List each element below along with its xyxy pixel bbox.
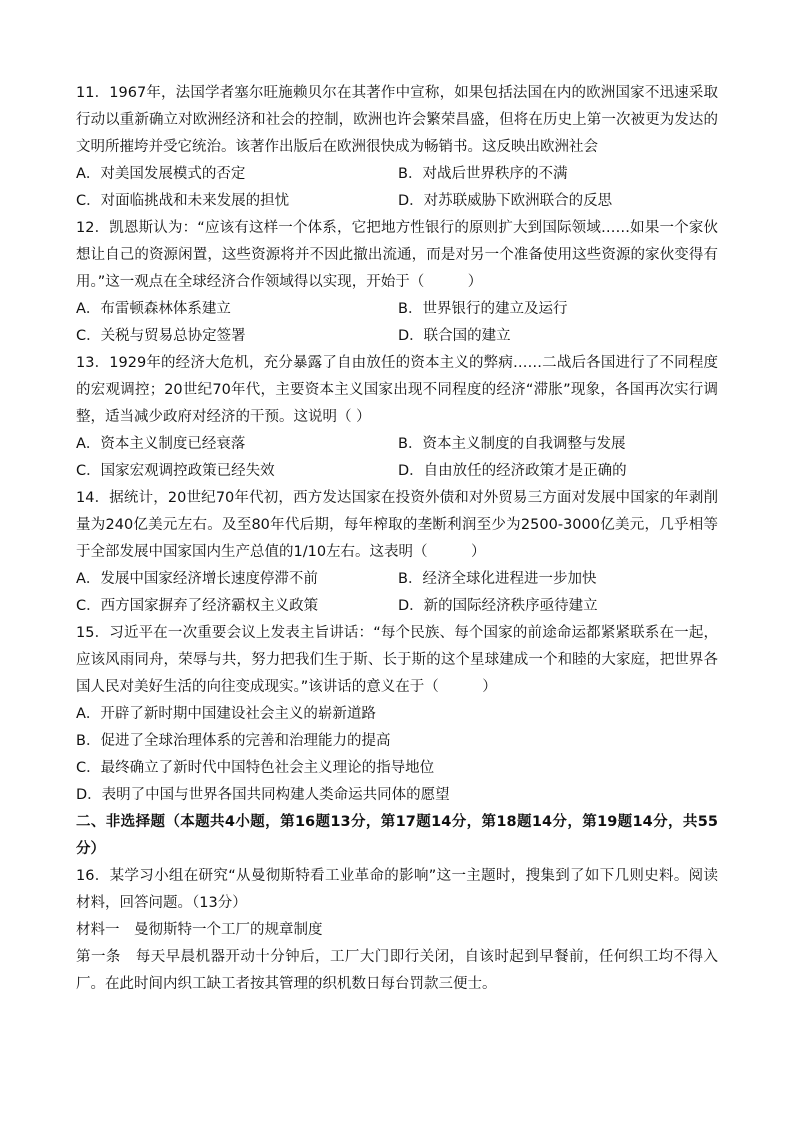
question-14-option-d: D．新的国际经济秩序亟待建立 <box>398 598 598 614</box>
exam-content <box>76 80 718 998</box>
question-11-option-c: C．对面临挑战和未来发展的担忧 <box>76 193 290 209</box>
question-11-stem: 11．1967年，法国学者塞尔旺施赖贝尔在其著作中宣称，如果包括法国在内的欧洲国家不迅速采取行动以重新确立对欧洲经济和社会的控制，欧洲也许会繁荣昌盛，但将在历史上第一次被更为发达的文明所摧垮并受它统治。该著作出版后在欧洲很快成为畅销书。这反映出欧洲社会 <box>76 85 718 155</box>
question-15-option-c: C．最终确立了新时代中国特色社会主义理论的指导地位 <box>76 760 435 776</box>
question-14-option-c: C．西方国家摒弃了经济霸权主义政策 <box>76 598 319 614</box>
question-13-option-b: B．资本主义制度的自我调整与发展 <box>398 436 626 452</box>
question-13-stem: 13．1929年的经济大危机，充分暴露了自由放任的资本主义的弊病……二战后各国进行了不同程度的宏观调控；20世纪70年代，主要资本主义国家出现不同程度的经济“滞胀”现象，各国再次实行调整，适当减少政府对经济的干预。这说明（ ） <box>76 355 718 425</box>
question-11-option-d: D．对苏联威胁下欧洲联合的反思 <box>398 193 613 209</box>
question-16-material-1-title: 材料一 曼彻斯特一个工厂的规章制度 <box>76 922 323 938</box>
question-15-option-b: B．促进了全球治理体系的完善和治理能力的提高 <box>76 733 391 749</box>
question-14-stem: 14．据统计，20世纪70年代初，西方发达国家在投资外债和对外贸易三方面对发展中国家的年剥削量为240亿美元左右。及至80年代后期，每年榨取的垄断利润至少为2500-3000亿美元，几乎相等于全部发展中国家国内生产总值的1/10左右。这表明（ ） <box>76 490 718 560</box>
question-12-option-c: C．关税与贸易总协定签署 <box>76 328 246 344</box>
question-14-option-b: B．经济全球化进程进一步加快 <box>398 571 597 587</box>
question-12-stem: 12．凯恩斯认为：“应该有这样一个体系，它把地方性银行的原则扩大到国际领域……如果一个家伙想让自己的资源闲置，这些资源将并不因此撤出流通，而是对另一个准备使用这些资源的家伙变得有用。”这一观点在全球经济合作领域得以实现，开始于（ ） <box>76 220 718 290</box>
question-14-options-row-1 <box>76 566 718 593</box>
question-13-options-row-1 <box>76 431 718 458</box>
question-13-options-row-2 <box>76 458 718 485</box>
question-15-option-d: D．表明了中国与世界各国共同构建人类命运共同体的愿望 <box>76 787 450 803</box>
question-12-options-row-2 <box>76 323 718 350</box>
question-12-option-d: D．联合国的建立 <box>398 328 511 344</box>
question-14-option-a: A．发展中国家经济增长速度停滞不前 <box>76 571 318 587</box>
question-16-material-1-text: 第一条 每天早晨机器开动十分钟后，工厂大门即行关闭，自该时起到早餐前，任何织工均不得入厂。在此时间内织工缺工者按其管理的织机数日每台罚款三便士。 <box>76 949 718 992</box>
question-11-option-a: A．对美国发展模式的否定 <box>76 166 246 182</box>
section-2-heading: 二、非选择题（本题共4小题，第16题13分，第17题14分，第18题14分，第19题14分，共55分） <box>76 814 718 857</box>
question-16-stem: 16．某学习小组在研究“从曼彻斯特看工业革命的影响”这一主题时，搜集到了如下几则史料。阅读材料，回答问题。（13分） <box>76 868 718 911</box>
question-14-options-row-2 <box>76 593 718 620</box>
question-12-options-row-1 <box>76 296 718 323</box>
question-15-option-a: A．开辟了新时期中国建设社会主义的崭新道路 <box>76 706 376 722</box>
question-12-option-b: B．世界银行的建立及运行 <box>398 301 568 317</box>
question-13-option-c: C．国家宏观调控政策已经失效 <box>76 463 275 479</box>
question-11-options-row-1 <box>76 161 718 188</box>
question-13-option-d: D．自由放任的经济政策才是正确的 <box>398 463 627 479</box>
question-12-option-a: A．布雷顿森林体系建立 <box>76 301 231 317</box>
question-11-option-b: B．对战后世界秩序的不满 <box>398 166 568 182</box>
question-11-options-row-2 <box>76 188 718 215</box>
question-15-stem: 15．习近平在一次重要会议上发表主旨讲话：“每个民族、每个国家的前途命运都紧紧联系在一起，应该风雨同舟，荣辱与共，努力把我们生于斯、长于斯的这个星球建成一个和睦的大家庭，把世界各国人民对美好生活的向往变成现实。”该讲话的意义在于（ ） <box>76 625 718 695</box>
question-13-option-a: A．资本主义制度已经衰落 <box>76 436 246 452</box>
